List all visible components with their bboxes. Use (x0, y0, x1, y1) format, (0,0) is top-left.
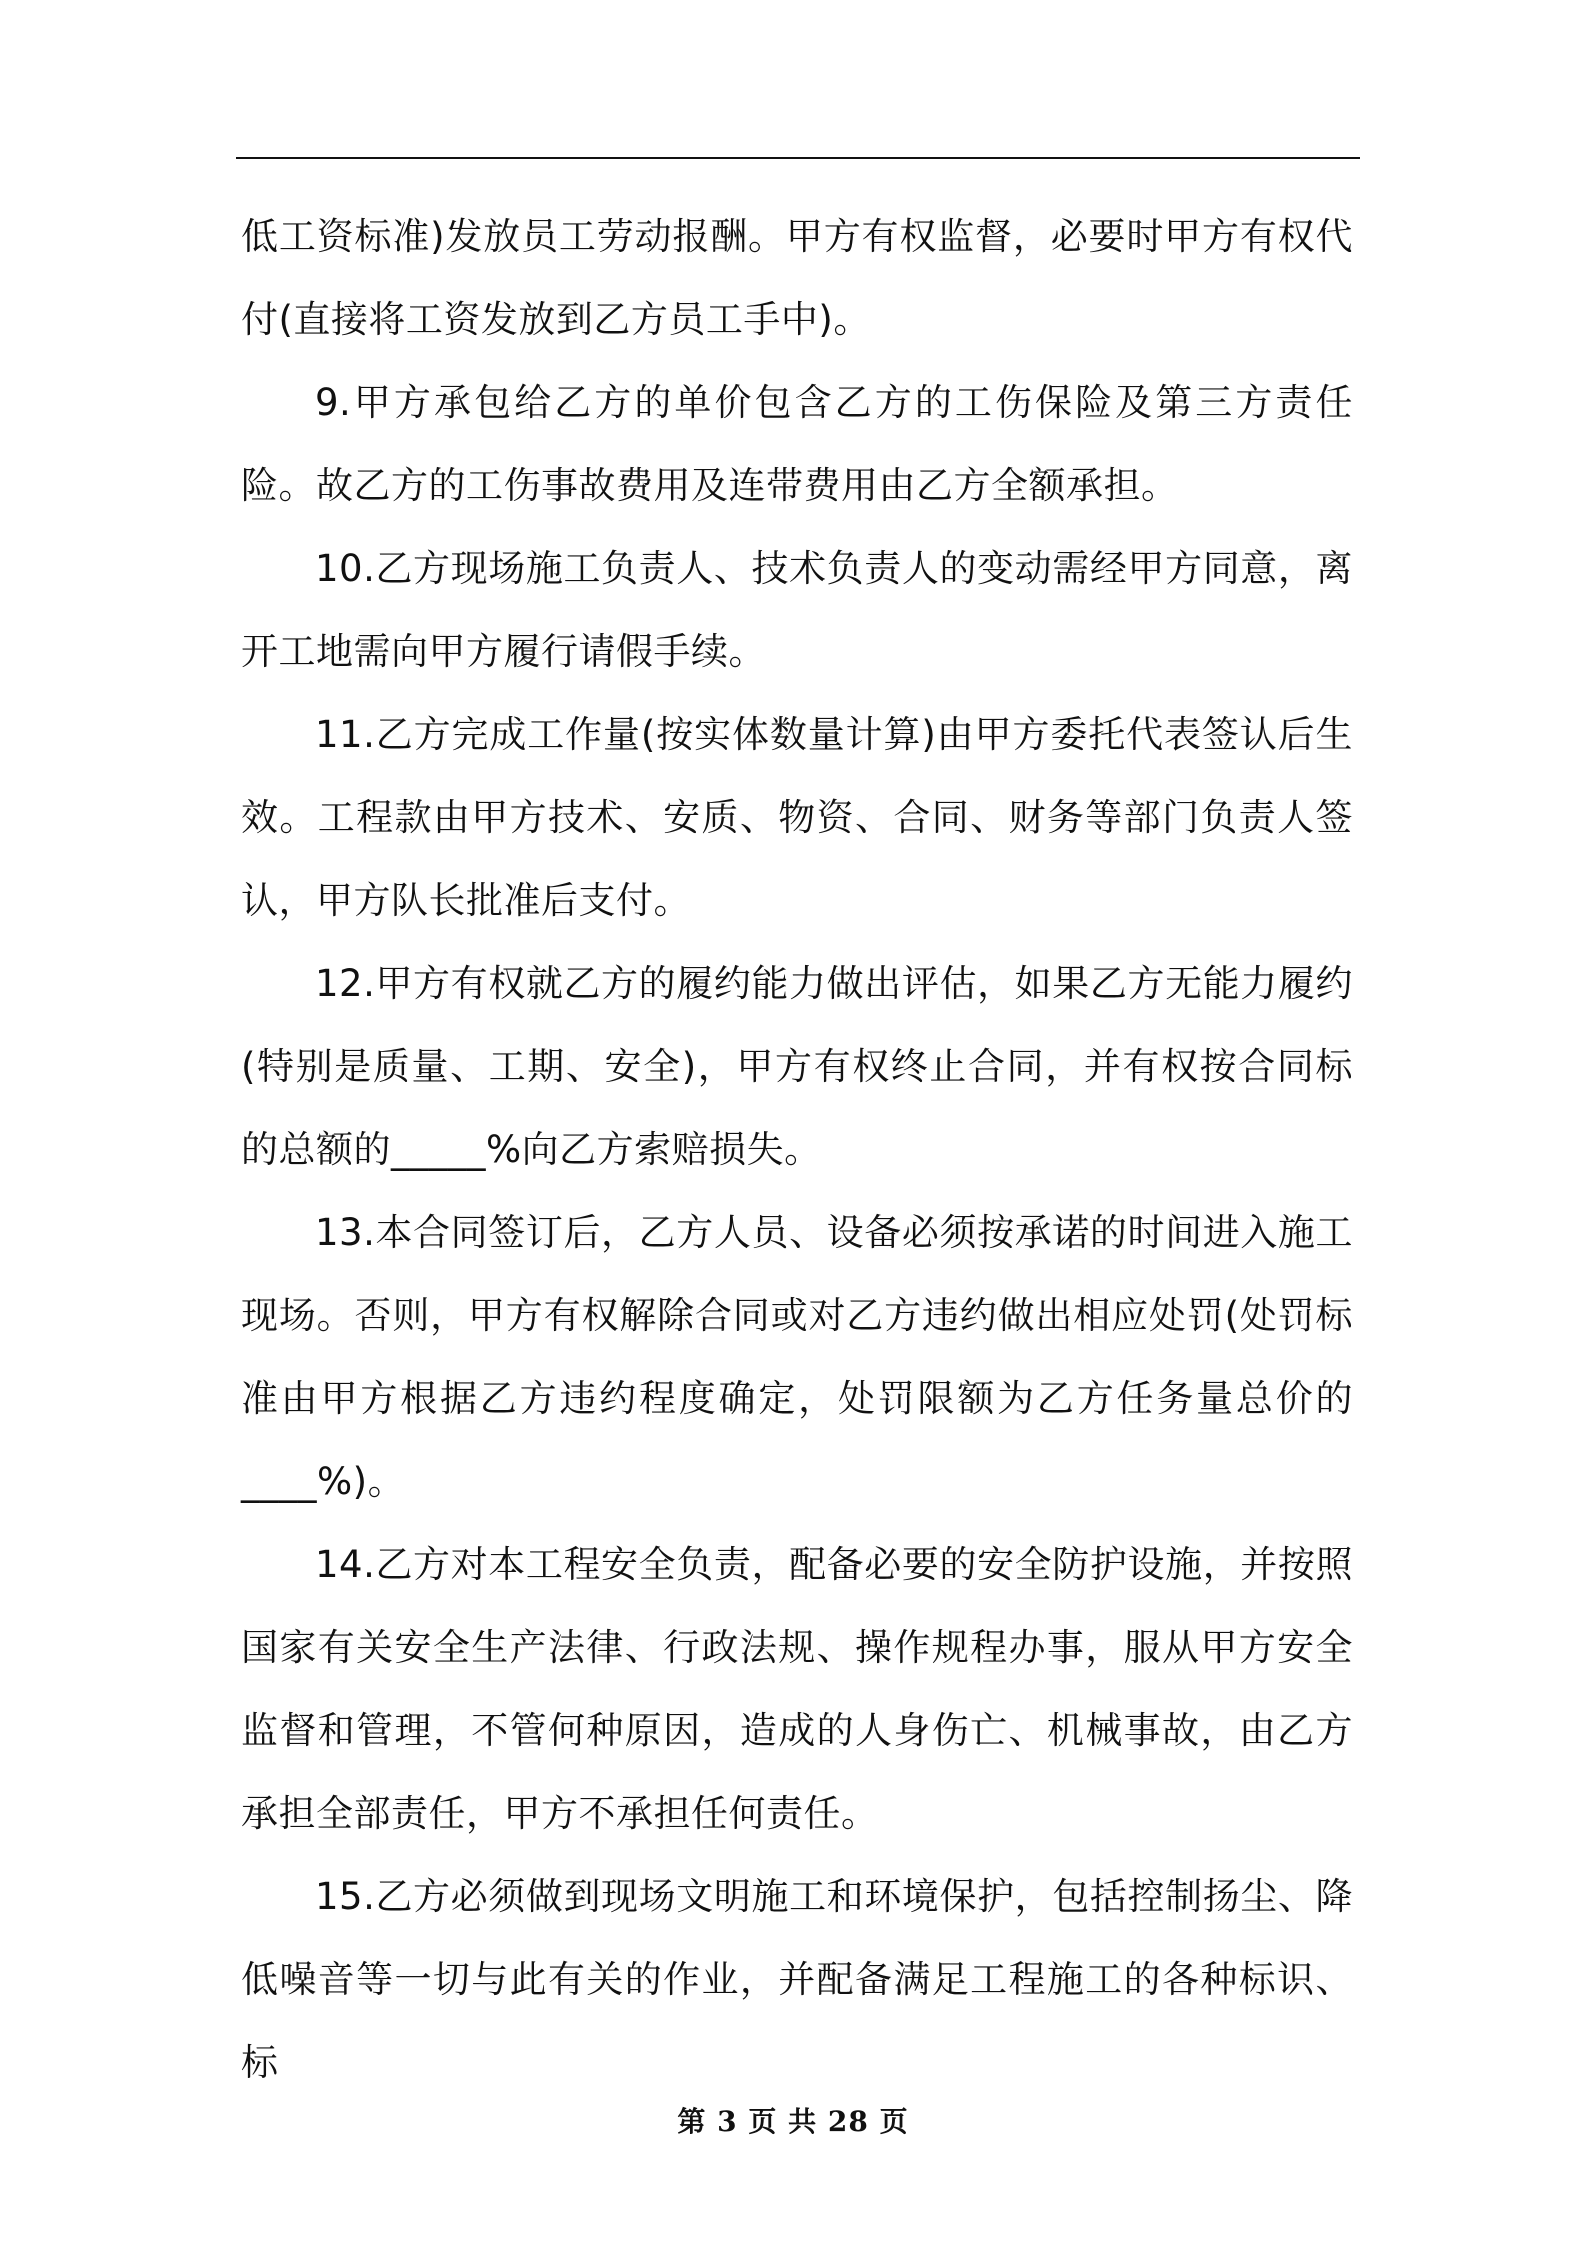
clause-10: 10.乙方现场施工负责人、技术负责人的变动需经甲方同意，离开工地需向甲方履行请假手续。 (241, 547, 1353, 673)
clause-12: 12.甲方有权就乙方的履约能力做出评估，如果乙方无能力履约(特别是质量、工期、安全)，甲方有权终止合同，并有权按合同标的总额的_____%向乙方索赔损失。 (241, 962, 1353, 1171)
clause-11: 11.乙方完成工作量(按实体数量计算)由甲方委托代表签认后生效。工程款由甲方技术、安质、物资、合同、财务等部门负责人签认，甲方队长批准后支付。 (241, 713, 1353, 922)
clause-14: 14.乙方对本工程安全负责，配备必要的安全防护设施，并按照国家有关安全生产法律、行政法规、操作规程办事，服从甲方安全监督和管理，不管何种原因，造成的人身伤亡、机械事故，由乙方承担全部责任，甲方不承担任何责任。 (241, 1543, 1353, 1835)
paragraph-continuation: 低工资标准)发放员工劳动报酬。甲方有权监督，必要时甲方有权代付(直接将工资发放到乙方员工手中)。 (241, 215, 1353, 341)
page-number-footer: 第 3 页 共 28 页 (677, 2105, 909, 2138)
document-body (241, 195, 1353, 2104)
header-rule (236, 157, 1360, 159)
clause-9: 9.甲方承包给乙方的单价包含乙方的工伤保险及第三方责任险。故乙方的工伤事故费用及连带费用由乙方全额承担。 (241, 381, 1353, 507)
clause-13: 13.本合同签订后，乙方人员、设备必须按承诺的时间进入施工现场。否则，甲方有权解除合同或对乙方违约做出相应处罚(处罚标准由甲方根据乙方违约程度确定，处罚限额为乙方任务量总价的____%)。 (241, 1211, 1353, 1503)
clause-15: 15.乙方必须做到现场文明施工和环境保护，包括控制扬尘、降低噪音等一切与此有关的作业，并配备满足工程施工的各种标识、标 (241, 1875, 1353, 2084)
